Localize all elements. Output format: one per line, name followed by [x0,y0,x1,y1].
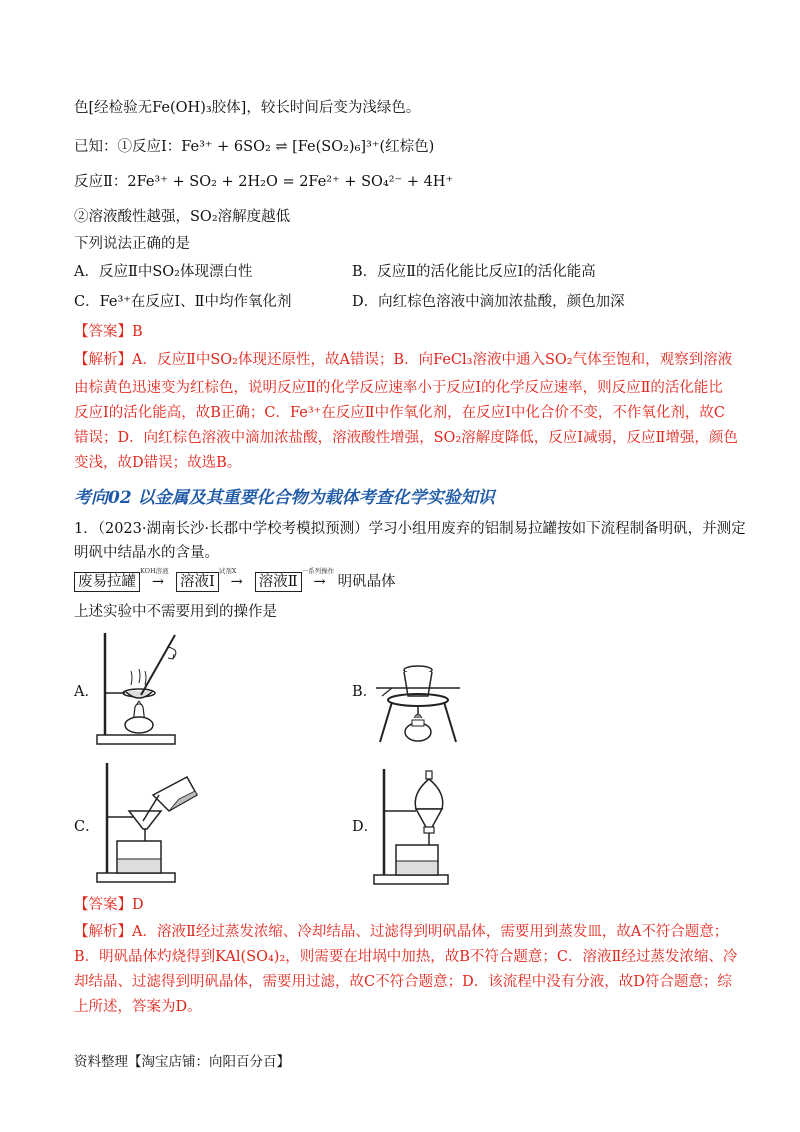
option-c-label: C． [74,819,100,835]
apparatus-c-filtration [95,755,205,890]
option-b: B．反应Ⅱ的活化能比反应Ⅰ的活化能高 [352,264,596,280]
analysis-line: 变浅，故D错误；故选B。 [74,455,242,471]
text-line: ②溶液酸性越强，SO₂溶解度越低 [74,209,291,225]
flow-arrow: 试剂X → [223,572,251,592]
answer-label: 【答案】B [74,324,143,340]
text-line: 下列说法正确的是 [74,236,190,252]
flow-arrow: KOH溶液 → [144,572,172,592]
section-heading: 考向02 以金属及其重要化合物为载体考查化学实验知识 [74,488,495,508]
analysis-line: 却结晶、过滤得到明矾晶体，需要用过滤，故C不符合题意；D．该流程中没有分液，故D符合题意；综 [74,974,732,990]
option-a: A．反应Ⅱ中SO₂体现漂白性 [74,264,253,280]
flow-arrow-label: 试剂X [218,567,237,575]
apparatus-d-separatory-funnel [372,765,472,890]
question-line: 明矾中结晶水的含量。 [74,545,219,561]
analysis-line: B．明矾晶体灼烧得到KAl(SO₄)₂，则需要在坩埚中加热，故B不符合题意；C．溶液Ⅱ经过蒸发浓缩、冷 [74,949,738,965]
flow-arrow-label: 一系列操作 [301,567,335,575]
text-line: 色[经检验无Fe(OH)₃胶体]，较长时间后变为浅绿色。 [74,100,421,116]
flow-arrow-label: KOH溶液 [140,567,169,575]
flow-box: 溶液Ⅰ [176,572,219,592]
option-d-label: D． [352,819,379,835]
analysis-line: 反应Ⅰ的活化能高，故B正确；C．Fe³⁺在反应Ⅱ中作氧化剂，在反应Ⅰ中化合价不变，不作氧化剂，故C [74,405,725,421]
apparatus-b-crucible [372,660,467,755]
analysis-line: 错误；D．向红棕色溶液中滴加浓盐酸，溶液酸性增强，SO₂溶解度降低，反应Ⅰ减弱，反应Ⅱ增强，颜色 [74,430,738,446]
answer-label: 【答案】D [74,897,144,913]
analysis-line: 【解析】A．溶液Ⅱ经过蒸发浓缩、冷却结晶、过滤得到明矾晶体，需要用到蒸发皿，故A不符合题意； [74,924,729,940]
apparatus-a-evaporation [95,625,195,750]
text-line: 反应Ⅱ：2Fe³⁺ + SO₂ + 2H₂O = 2Fe²⁺ + SO₄²⁻ + 4H⁺ [74,174,454,190]
option-a-label: A． [74,684,99,700]
analysis-line: 由棕黄色迅速变为红棕色，说明反应Ⅱ的化学反应速率小于反应Ⅰ的化学反应速率，则反应Ⅱ的活化能比 [74,380,723,396]
flow-box: 溶液Ⅱ [255,572,302,592]
footer: 资料整理【淘宝店铺：向阳百分百】 [74,1054,290,1070]
question-line: 上述实验中不需要用到的操作是 [74,604,277,620]
question-line: 1．（2023·湖南长沙·长郡中学校考模拟预测）学习小组用废弃的铝制易拉罐按如下流程制备明矾，并测定 [74,521,746,537]
flow-box: 废易拉罐 [74,572,140,592]
option-b-label: B． [352,684,378,700]
flow-end: 明矾晶体 [337,574,396,590]
analysis-line: 【解析】A．反应Ⅱ中SO₂体现还原性，故A错误；B．向FeCl₃溶液中通入SO₂气体至饱和，观察到溶液 [74,352,733,368]
flow-arrow: 一系列操作 → [306,572,334,592]
flow-diagram [74,567,396,592]
option-d: D．向红棕色溶液中滴加浓盐酸，颜色加深 [352,294,625,310]
text-line: 已知：①反应Ⅰ：Fe³⁺ + 6SO₂ ⇌ [Fe(SO₂)₆]³⁺(红棕色) [74,139,435,155]
analysis-line: 上所述，答案为D。 [74,999,202,1015]
option-c: C．Fe³⁺在反应Ⅰ、Ⅱ中均作氧化剂 [74,294,292,310]
